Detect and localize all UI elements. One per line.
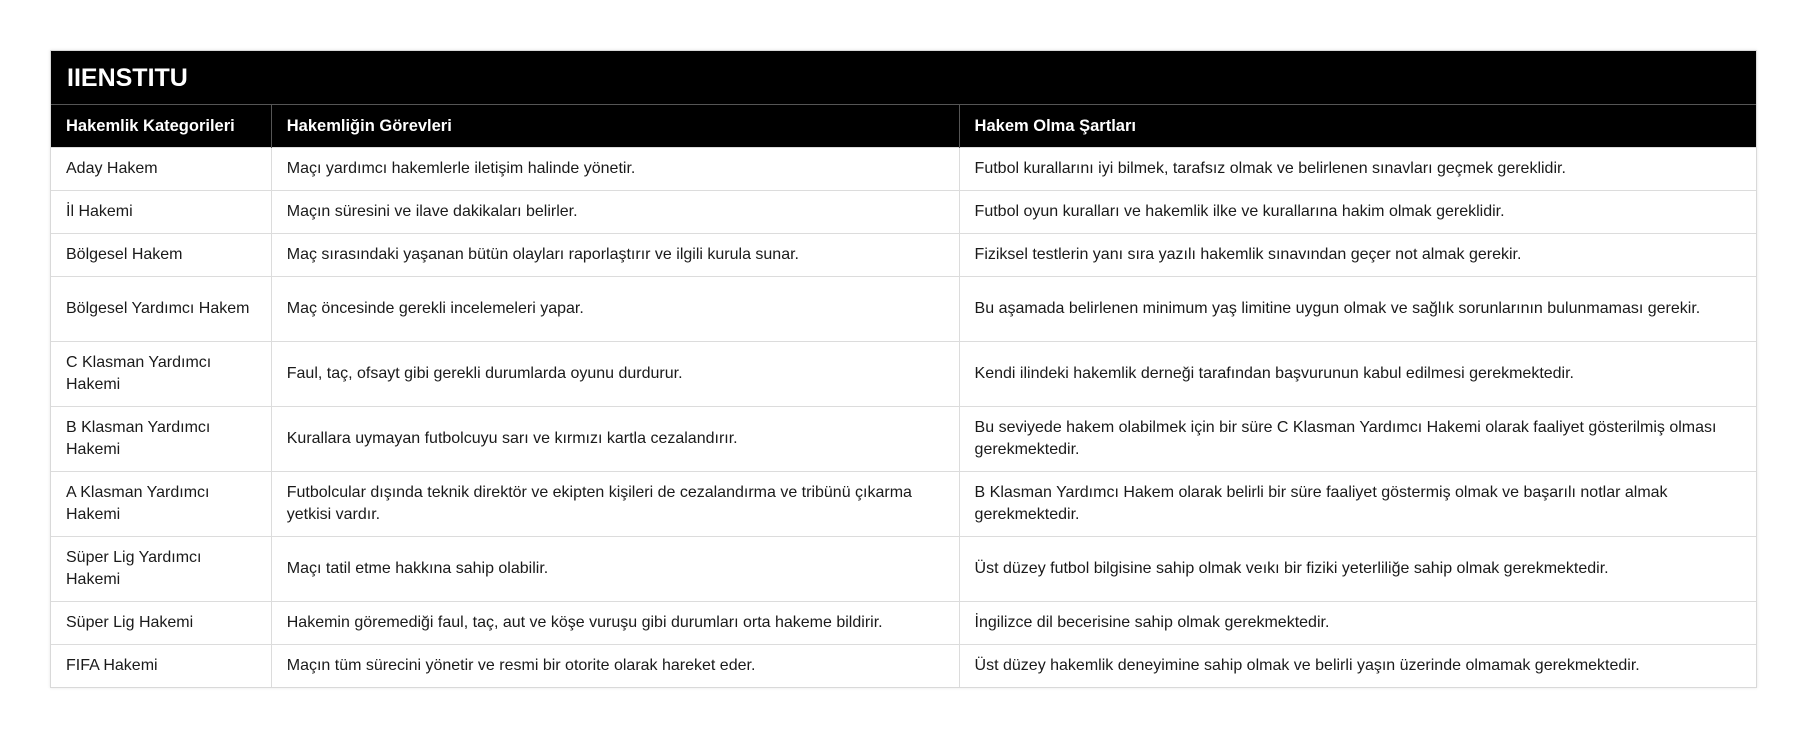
duties-cell: Maç sırasındaki yaşanan bütün olayları raporlaştırır ve ilgili kurula sunar. xyxy=(271,234,959,277)
brand-title: IIENSTITU xyxy=(51,51,1756,105)
requirements-cell: Kendi ilindeki hakemlik derneği tarafından başvurunun kabul edilmesi gerekmektedir. xyxy=(959,342,1756,407)
table-row xyxy=(51,148,1756,191)
column-header-duties: Hakemliğin Görevleri xyxy=(271,105,959,148)
requirements-cell: İngilizce dil becerisine sahip olmak gerekmektedir. xyxy=(959,602,1756,645)
table-row xyxy=(51,537,1756,602)
category-cell: Aday Hakem xyxy=(51,148,271,191)
requirements-cell: Fiziksel testlerin yanı sıra yazılı hakemlik sınavından geçer not almak gerekir. xyxy=(959,234,1756,277)
category-cell: A Klasman Yardımcı Hakemi xyxy=(51,472,271,537)
table-row xyxy=(51,342,1756,407)
category-cell: Bölgesel Yardımcı Hakem xyxy=(51,277,271,342)
category-cell: Süper Lig Yardımcı Hakemi xyxy=(51,537,271,602)
table-row xyxy=(51,277,1756,342)
column-header-category: Hakemlik Kategorileri xyxy=(51,105,271,148)
table-row xyxy=(51,602,1756,645)
duties-cell: Maçın tüm sürecini yönetir ve resmi bir otorite olarak hareket eder. xyxy=(271,645,959,688)
referee-table xyxy=(51,105,1756,687)
table-row xyxy=(51,645,1756,688)
requirements-cell: B Klasman Yardımcı Hakem olarak belirli bir süre faaliyet göstermiş olmak ve başarılı notlar almak gerekmektedir. xyxy=(959,472,1756,537)
requirements-cell: Üst düzey hakemlik deneyimine sahip olmak ve belirli yaşın üzerinde olmamak gerekmektedir. xyxy=(959,645,1756,688)
category-cell: Bölgesel Hakem xyxy=(51,234,271,277)
requirements-cell: Üst düzey futbol bilgisine sahip olmak veıkı bir fiziki yeterliliğe sahip olmak gerekmektedir. xyxy=(959,537,1756,602)
duties-cell: Maçın süresini ve ilave dakikaları belirler. xyxy=(271,191,959,234)
table-header-row xyxy=(51,105,1756,148)
column-header-requirements: Hakem Olma Şartları xyxy=(959,105,1756,148)
duties-cell: Kurallara uymayan futbolcuyu sarı ve kırmızı kartla cezalandırır. xyxy=(271,407,959,472)
referee-table-card xyxy=(50,50,1757,688)
requirements-cell: Futbol oyun kuralları ve hakemlik ilke ve kurallarına hakim olmak gereklidir. xyxy=(959,191,1756,234)
category-cell: B Klasman Yardımcı Hakemi xyxy=(51,407,271,472)
table-row xyxy=(51,472,1756,537)
table-row xyxy=(51,407,1756,472)
duties-cell: Maçı tatil etme hakkına sahip olabilir. xyxy=(271,537,959,602)
category-cell: Süper Lig Hakemi xyxy=(51,602,271,645)
table-row xyxy=(51,191,1756,234)
table-row xyxy=(51,234,1756,277)
duties-cell: Maç öncesinde gerekli incelemeleri yapar. xyxy=(271,277,959,342)
requirements-cell: Bu seviyede hakem olabilmek için bir süre C Klasman Yardımcı Hakemi olarak faaliyet gösterilmiş olması gerekmektedir. xyxy=(959,407,1756,472)
duties-cell: Faul, taç, ofsayt gibi gerekli durumlarda oyunu durdurur. xyxy=(271,342,959,407)
duties-cell: Futbolcular dışında teknik direktör ve ekipten kişileri de cezalandırma ve tribünü çıkarma yetkisi vardır. xyxy=(271,472,959,537)
duties-cell: Hakemin göremediği faul, taç, aut ve köşe vuruşu gibi durumları orta hakeme bildirir. xyxy=(271,602,959,645)
category-cell: İl Hakemi xyxy=(51,191,271,234)
category-cell: FIFA Hakemi xyxy=(51,645,271,688)
duties-cell: Maçı yardımcı hakemlerle iletişim halinde yönetir. xyxy=(271,148,959,191)
category-cell: C Klasman Yardımcı Hakemi xyxy=(51,342,271,407)
requirements-cell: Bu aşamada belirlenen minimum yaş limitine uygun olmak ve sağlık sorunlarının bulunmaması gerekir. xyxy=(959,277,1756,342)
requirements-cell: Futbol kurallarını iyi bilmek, tarafsız olmak ve belirlenen sınavları geçmek gereklidir. xyxy=(959,148,1756,191)
